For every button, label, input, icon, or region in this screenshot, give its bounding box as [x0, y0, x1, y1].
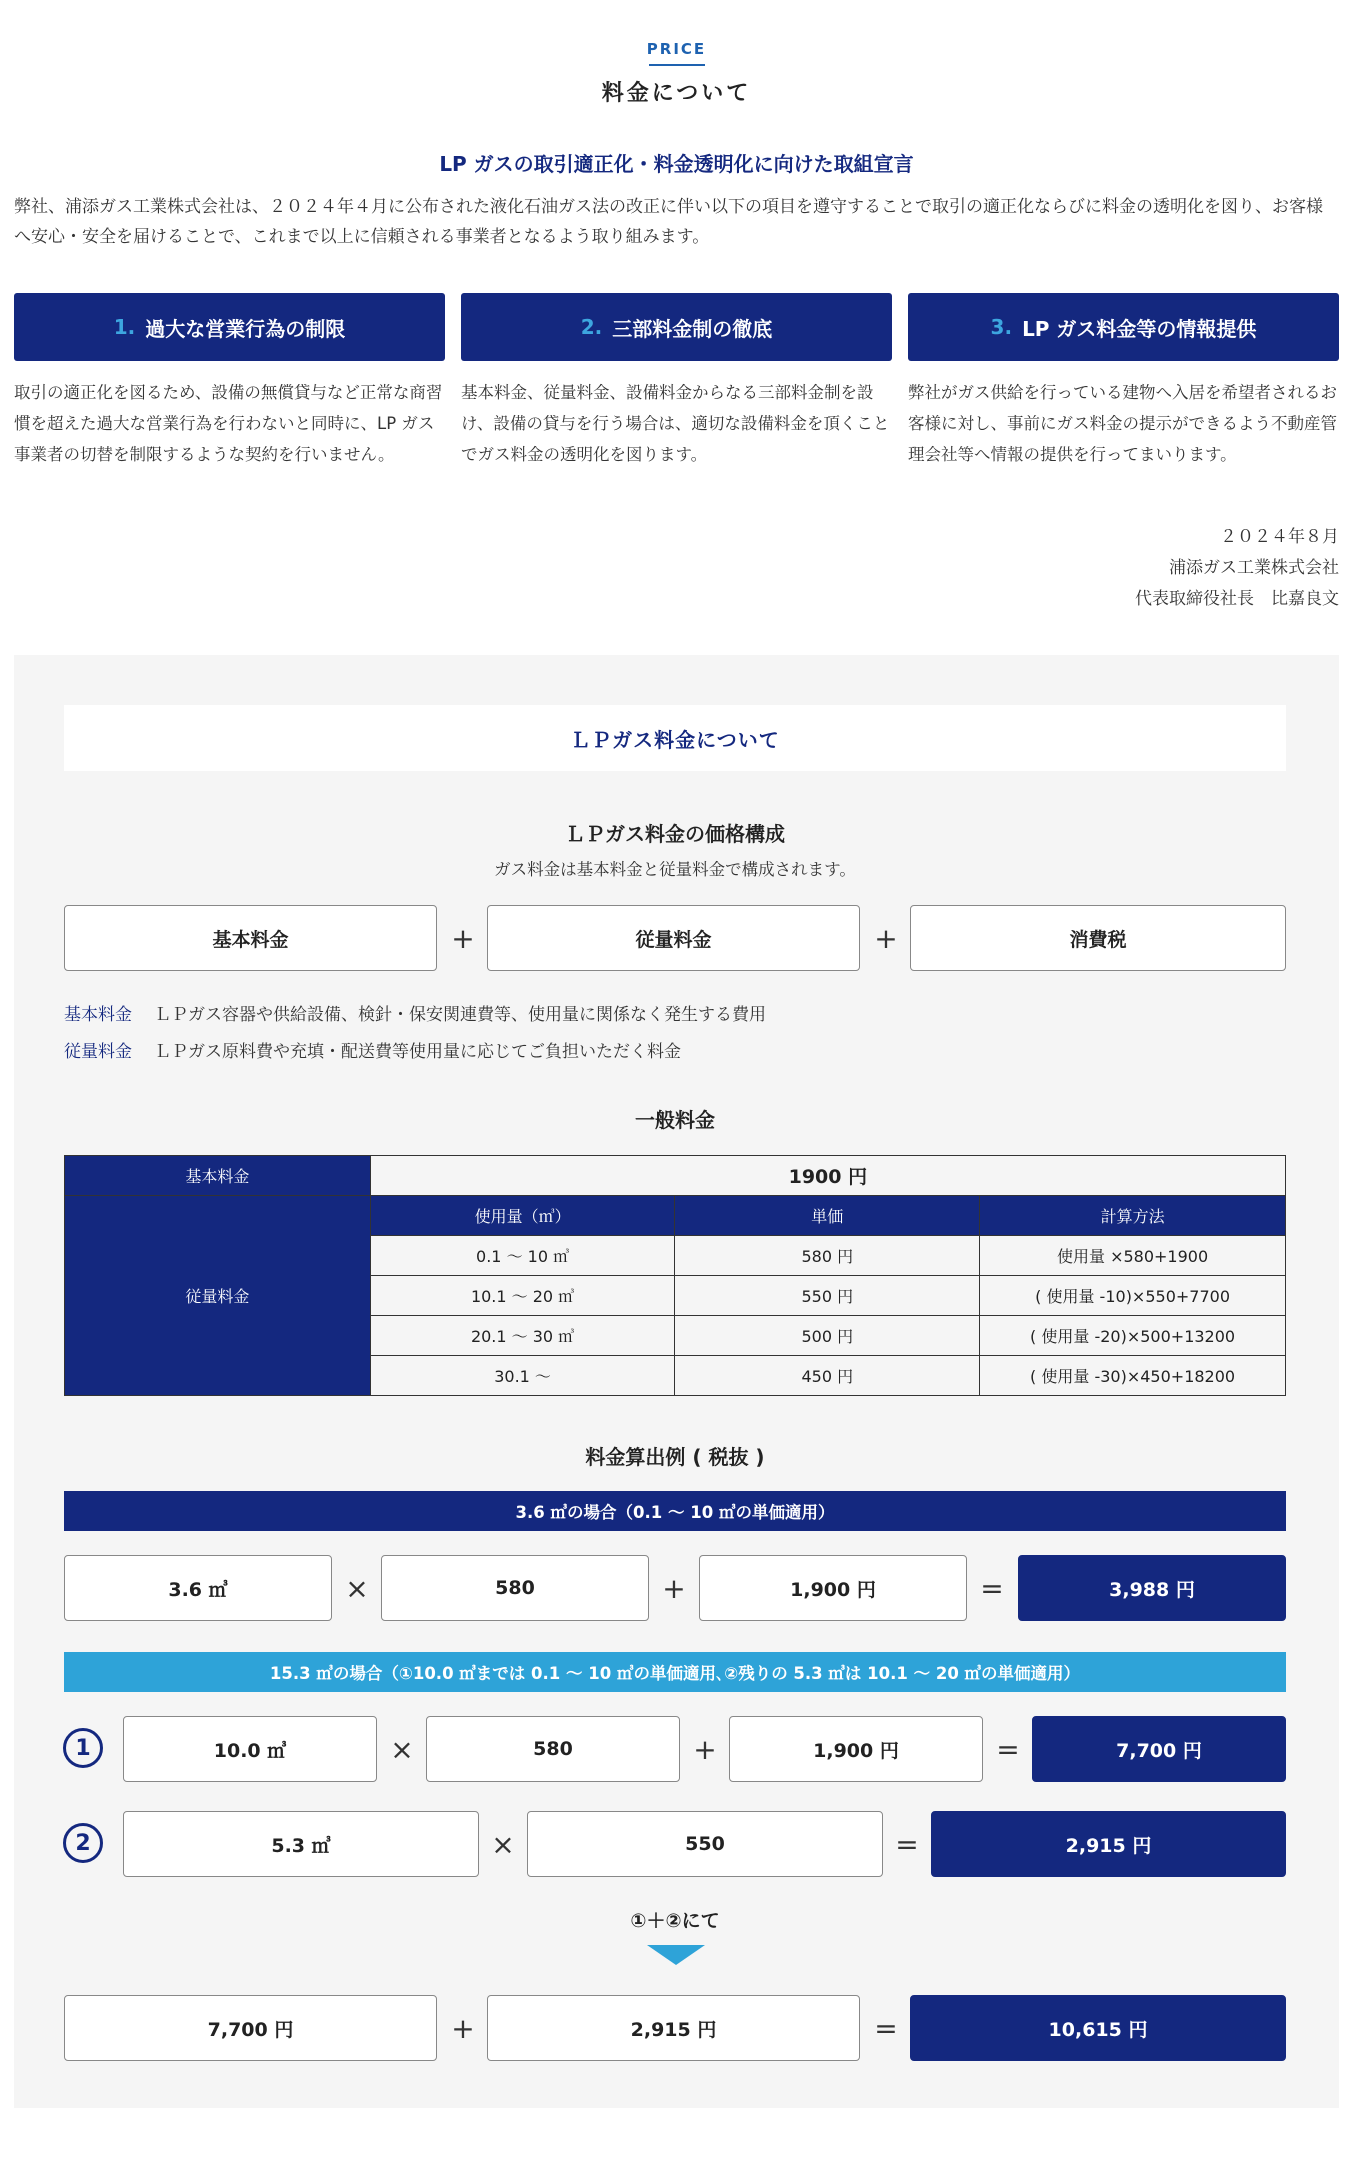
cell-price: 580 円: [675, 1236, 980, 1276]
structure-subtitle: ガス料金は基本料金と従量料金で構成されます。: [494, 860, 856, 879]
pillar-number: 1.: [113, 315, 136, 339]
ex1-basic-fee: 1,900 円: [699, 1555, 967, 1621]
ex2-row2-unit-price: 550: [527, 1811, 883, 1877]
usage-fee-label: 従量料金: [65, 1196, 371, 1396]
pillar-text: 基本料金、従量料金、設備料金からなる三部料金制を設け、設備の貸与を行う場合は、適切な設備料金を頂くことでガス料金の透明化を図ります。: [461, 383, 890, 464]
total-part1: 7,700 円: [64, 1995, 437, 2061]
definition-usage: [64, 1037, 681, 1062]
header-unit-price: 単価: [675, 1196, 980, 1236]
example1-band: 3.6 ㎥の場合（0.1 〜 10 ㎥の単価適用）: [64, 1491, 1286, 1531]
cell-price: 450 円: [675, 1356, 980, 1396]
table-row: [65, 1196, 1286, 1236]
combine-label: ①＋②にて: [630, 1910, 720, 1932]
times-sign: ×: [390, 1732, 414, 1766]
table-row: [65, 1156, 1286, 1196]
cell-method: ( 使用量 -20)×500+13200: [980, 1316, 1286, 1356]
header-method: 計算方法: [980, 1196, 1286, 1236]
ex2-row1-result: 7,700 円: [1032, 1716, 1286, 1782]
ex2-row1-amount: 10.0 ㎥: [123, 1716, 377, 1782]
pillar-title: 三部料金制の徹底: [612, 316, 773, 341]
cell-method: ( 使用量 -10)×550+7700: [980, 1276, 1286, 1316]
section-header: [0, 40, 1353, 107]
total-result: 10,615 円: [910, 1995, 1286, 2061]
pillar-3: [908, 293, 1339, 470]
structure-box-basic: 基本料金: [64, 905, 437, 971]
equals-sign: =: [980, 1571, 1004, 1605]
pillar-text: 取引の適正化を図るため、設備の無償貸与など正常な商習慣を超えた過大な営業行為を行わないと同時に、LP ガス事業者の切替を制限するような契約を行いません。: [14, 383, 443, 464]
cell-usage: 0.1 〜 10 ㎥: [370, 1236, 675, 1276]
declaration-intro: 弊社、浦添ガス工業株式会社は、２０２４年４月に公布された液化石油ガス法の改正に伴い以下の項目を遵守することで取引の適正化ならびに料金の透明化を図り、お客様へ安心・安全を届けることで、これまで以上に信頼される事業者となるよう取り組みます。: [14, 197, 1323, 247]
section-title: 料金について: [601, 81, 752, 106]
total-part2: 2,915 円: [487, 1995, 860, 2061]
ex2-row2-result: 2,915 円: [931, 1811, 1286, 1877]
ex1-unit-price: 580: [381, 1555, 649, 1621]
sign-company: 浦添ガス工業株式会社: [1169, 558, 1339, 578]
pillar-title: 過大な営業行為の制限: [145, 316, 346, 341]
cell-usage: 10.1 〜 20 ㎥: [370, 1276, 675, 1316]
section-underline: [649, 64, 705, 66]
ex2-row1-unit-price: 580: [426, 1716, 680, 1782]
equals-sign: =: [996, 1732, 1020, 1766]
pillar-text: 弊社がガス供給を行っている建物へ入居を希望者されるお客様に対し、事前にガス料金の提示ができるよう不動産管理会社等へ情報の提供を行ってまいります。: [908, 383, 1337, 464]
examples-title: 料金算出例 ( 税抜 ): [585, 1445, 765, 1469]
pillar-number: 2.: [580, 315, 603, 339]
lp-fee-title: ＬＰガス料金について: [64, 705, 1286, 771]
circled-number-1: 1: [63, 1728, 103, 1768]
cell-method: ( 使用量 -30)×450+18200: [980, 1356, 1286, 1396]
pillar-heading: [461, 293, 892, 361]
sign-person: 代表取締役社長 比嘉良文: [1135, 589, 1339, 609]
cell-price: 500 円: [675, 1316, 980, 1356]
definition-text: ＬＰガス原料費や充填・配送費等使用量に応じてご負担いただく料金: [154, 1042, 681, 1062]
general-fee-title: 一般料金: [635, 1108, 715, 1132]
ex1-result: 3,988 円: [1018, 1555, 1286, 1621]
equals-sign: =: [874, 2011, 898, 2045]
pillar-1: [14, 293, 445, 470]
pillar-2: [461, 293, 892, 470]
arrow-down-icon: [647, 1945, 705, 1965]
example2-band: 15.3 ㎥の場合（①10.0 ㎥までは 0.1 〜 10 ㎥の単価適用､②残りの 5.3 ㎥は 10.1 〜 20 ㎥の単価適用）: [64, 1652, 1286, 1692]
sign-date: ２０２４年８月: [1220, 527, 1339, 547]
structure-title: ＬＰガス料金の価格構成: [565, 822, 785, 846]
pillar-number: 3.: [990, 315, 1013, 339]
plus-sign: +: [451, 2011, 475, 2045]
ex2-row2-amount: 5.3 ㎥: [123, 1811, 479, 1877]
header-usage: 使用量（㎥）: [370, 1196, 675, 1236]
signature-block: [1135, 522, 1339, 615]
definition-basic: [64, 1000, 766, 1025]
basic-fee-value: 1900 円: [370, 1156, 1285, 1196]
structure-box-tax: 消費税: [910, 905, 1286, 971]
times-sign: ×: [491, 1827, 515, 1861]
circled-number-2: 2: [63, 1823, 103, 1863]
plus-sign: +: [874, 921, 898, 955]
section-label-en: PRICE: [646, 40, 707, 58]
cell-usage: 20.1 〜 30 ㎥: [370, 1316, 675, 1356]
ex2-row1-basic-fee: 1,900 円: [729, 1716, 983, 1782]
definition-text: ＬＰガス容器や供給設備、検針・保安関連費等、使用量に関係なく発生する費用: [154, 1005, 766, 1025]
declaration-title: LP ガスの取引適正化・料金透明化に向けた取組宣言: [439, 152, 914, 176]
plus-sign: +: [662, 1571, 686, 1605]
ex1-amount: 3.6 ㎥: [64, 1555, 332, 1621]
structure-box-usage: 従量料金: [487, 905, 860, 971]
plus-sign: +: [451, 921, 475, 955]
definition-key: 従量料金: [64, 1042, 132, 1062]
cell-method: 使用量 ×580+1900: [980, 1236, 1286, 1276]
pillar-heading: [908, 293, 1339, 361]
definition-key: 基本料金: [64, 1005, 132, 1025]
basic-fee-label: 基本料金: [65, 1156, 371, 1196]
cell-price: 550 円: [675, 1276, 980, 1316]
times-sign: ×: [345, 1571, 369, 1605]
general-fee-table: [64, 1155, 1286, 1396]
pillar-title: LP ガス料金等の情報提供: [1022, 316, 1257, 341]
plus-sign: +: [693, 1732, 717, 1766]
cell-usage: 30.1 〜: [370, 1356, 675, 1396]
equals-sign: =: [895, 1827, 919, 1861]
pillar-heading: [14, 293, 445, 361]
